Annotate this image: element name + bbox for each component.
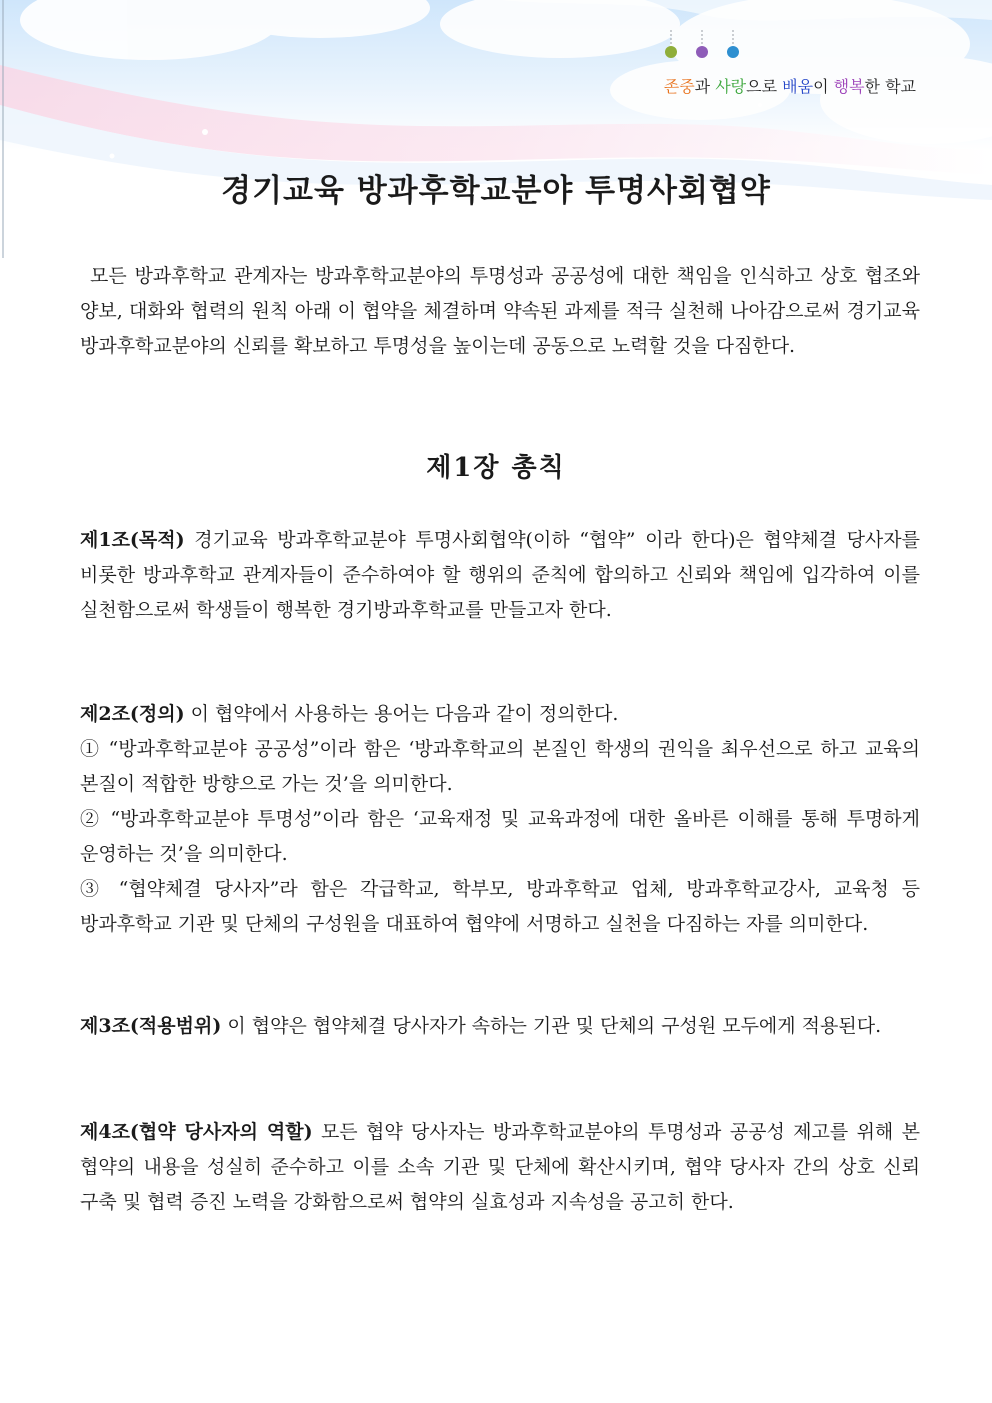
article-1-heading: 제1조(목적) bbox=[80, 529, 185, 551]
article-2-item-3: ③ “협약체결 당사자”라 함은 각급학교, 학부모, 방과후학교 업체, 방과후학교강사, 교육청 등 방과후학교 기관 및 단체의 구성원을 대표하여 협약에 서명하고 실천을 다짐하는 자를 의미한다. bbox=[80, 878, 920, 935]
decorative-dot bbox=[665, 46, 677, 58]
article-4-body: 모든 협약 당사자는 방과후학교분야의 투명성과 공공성 제고를 위해 본 협약의 내용을 성실히 준수하고 이를 소속 기관 및 단체에 확산시키며, 협약 당사자 간의 상호 신뢰 구축 및 협력 증진 노력을 강화함으로써 협약의 실효성과 지속성을 공고히 한다. bbox=[80, 1121, 920, 1213]
school-motto bbox=[664, 74, 916, 97]
article-2-item-1: ① “방과후학교분야 공공성”이라 함은 ‘방과후학교의 본질인 학생의 권익을 최우선으로 하고 교육의 본질이 적합한 방향으로 가는 것’을 의미한다. bbox=[80, 738, 920, 795]
decorative-dot bbox=[727, 46, 739, 58]
motto-part: 배움 bbox=[782, 77, 814, 96]
article-4-heading: 제4조(협약 당사자의 역할) bbox=[80, 1121, 313, 1143]
motto-part: 이 bbox=[813, 77, 834, 96]
article-3-heading: 제3조(적용범위) bbox=[80, 1015, 222, 1037]
article-2-item-2: ② “방과후학교분야 투명성”이라 함은 ‘교육재정 및 교육과정에 대한 올바른 이해를 통해 투명하게 운영하는 것’을 의미한다. bbox=[80, 808, 920, 865]
motto-part: 으로 bbox=[746, 77, 783, 96]
motto-part: 사랑 bbox=[715, 77, 747, 96]
chapter-title: 제1장 총칙 bbox=[426, 453, 566, 483]
document-title: 경기교육 방과후학교분야 투명사회협약 bbox=[221, 173, 771, 209]
article-1-body: 경기교육 방과후학교분야 투명사회협약(이하 “협약” 이라 한다)은 협약체결 당사자를 비롯한 방과후학교 관계자들이 준수하여야 할 행위의 준칙에 합의하고 신뢰와 책임에 입각하여 이를 실천함으로써 학생들이 행복한 경기방과후학교를 만들고자 한다. bbox=[80, 529, 920, 621]
motto-part: 행복 bbox=[833, 77, 865, 96]
article-2-body: 이 협약에서 사용하는 용어는 다음과 같이 정의한다. bbox=[184, 703, 619, 725]
article-2-heading: 제2조(정의) bbox=[80, 703, 185, 725]
article-3-body: 이 협약은 협약체결 당사자가 속하는 기관 및 단체의 구성원 모두에게 적용된다. bbox=[221, 1015, 882, 1037]
article-3 bbox=[80, 1009, 920, 1044]
article-4 bbox=[80, 1115, 920, 1220]
motto-part: 한 학교 bbox=[864, 77, 916, 96]
intro-paragraph: 모든 방과후학교 관계자는 방과후학교분야의 투명성과 공공성에 대한 책임을 인식하고 상호 협조와 양보, 대화와 협력의 원칙 아래 이 협약을 체결하며 약속된 과제를 적극 실천해 나아감으로써 경기교육 방과후학교분야의 신뢰를 확보하고 투명성을 높이는데 공동으로 노력할 것을 다짐한다. bbox=[80, 265, 920, 357]
article-1 bbox=[80, 523, 920, 628]
decorative-dot bbox=[696, 46, 708, 58]
motto-part: 존중 bbox=[663, 77, 695, 96]
article-2 bbox=[80, 697, 920, 942]
header-decoration bbox=[0, 0, 992, 270]
motto-part: 과 bbox=[694, 77, 716, 96]
